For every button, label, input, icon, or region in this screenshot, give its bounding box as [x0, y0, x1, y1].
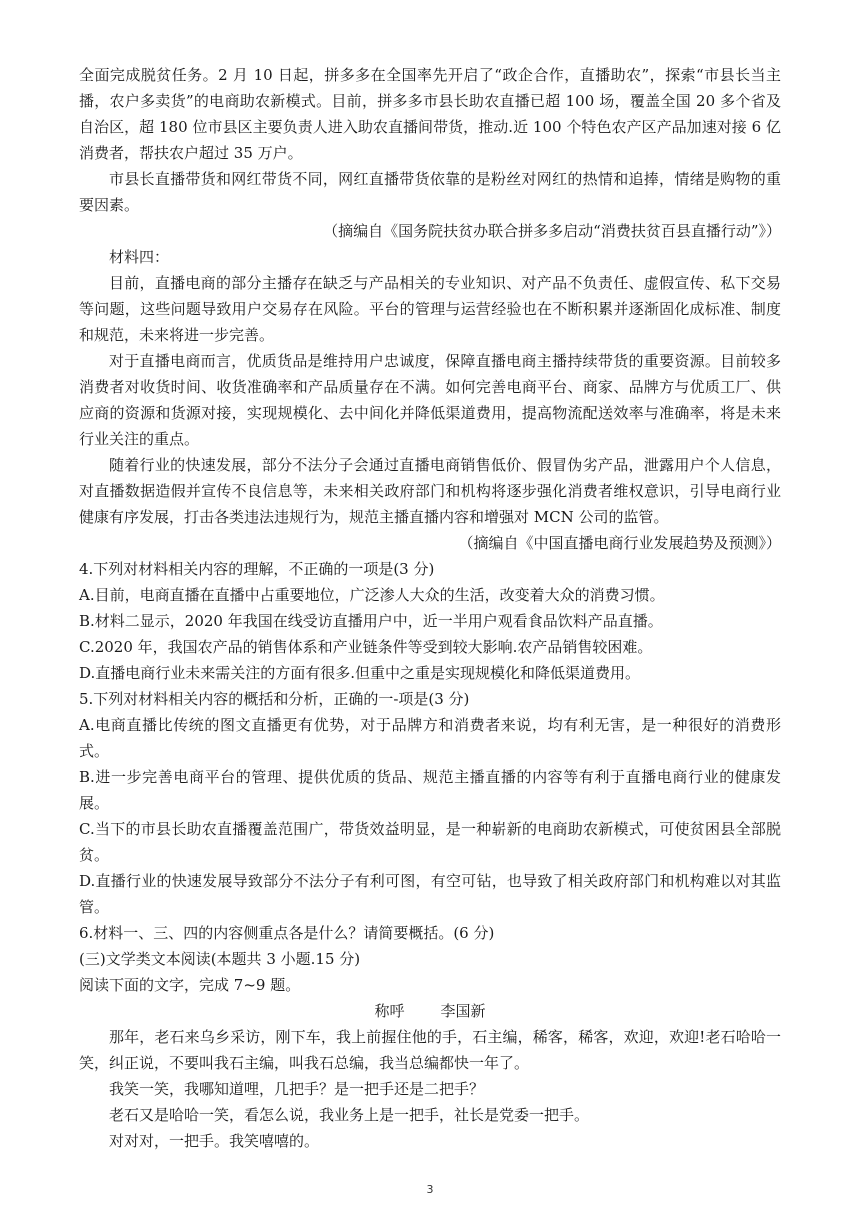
question-5-option-b: B.进一步完善电商平台的管理、提供优质的货品、规范主播直播的内容等有利于直播电商行业的健康发展。	[79, 768, 781, 812]
page-number: 3	[426, 1183, 434, 1196]
question-5-stem: 5.下列对材料相关内容的概括和分析，正确的一-项是(3 分)	[79, 690, 470, 708]
material4-source: （摘编自《中国直播电商行业发展趋势及预测》）	[458, 534, 781, 552]
question-4-stem: 4.下列对材料相关内容的理解，不正确的一项是(3 分)	[79, 560, 435, 578]
material4-label: 材料四：	[109, 248, 170, 266]
question-4-option-c: C.2020 年，我国农产品的销售体系和产业链条件等受到较大影响.农产品销售较困难。	[79, 638, 653, 656]
story-author: 李国新	[440, 1002, 486, 1020]
question-4-option-d: D.直播电商行业未来需关注的方面有很多.但重中之重是实现规模化和降低渠道费用。	[79, 664, 641, 682]
story-title-line	[79, 998, 781, 1024]
question-6-stem: 6.材料一、三、四的内容侧重点各是什么？请简要概括。(6 分)	[79, 924, 495, 942]
material3-source: （摘编自《国务院扶贫办联合拼多多启动“消费扶贫百县直播行动”》）	[323, 222, 781, 240]
question-4-option-b: B.材料二显示，2020 年我国在线受访直播用户中，近一半用户观看食品饮料产品直播。	[79, 612, 663, 630]
story-paragraph-2: 我笑一笑，我哪知道哩，几把手？是一把手还是二把手？	[109, 1080, 485, 1098]
story-paragraph-3: 老石又是哈哈一笑，看怎么说，我业务上是一把手，社长是党委一把手。	[109, 1106, 590, 1124]
question-4-option-a: A.目前，电商直播在直播中占重要地位，广泛渗人大众的生活，改变着大众的消费习惯。	[79, 586, 665, 604]
question-5-option-c: C.当下的市县长助农直播覆盖范围广，带货效益明显，是一种崭新的电商助农新模式，可使贫困县全部脱贫。	[79, 820, 781, 864]
material4-paragraph-2: 对于直播电商而言，优质货品是维持用户忠诚度，保障直播电商主播持续带货的重要资源。目前较多消费者对收货时间、收货准确率和产品质量存在不满。如何完善电商平台、商家、品牌方与优质工厂、供应商的资源和货源对接，实现规模化、去中间化并降低渠道费用，提高物流配送效率与准确率，将是未来行业关注的重点。	[79, 352, 781, 448]
material4-paragraph-3: 随着行业的快速发展，部分不法分子会通过直播电商销售低价、假冒伪劣产品，泄露用户个人信息，对直播数据造假并宣传不良信息等，未来相关政府部门和机构将逐步强化消费者维权意识，引导电商行业健康有序发展，打击各类违法违规行为，规范主播直播内容和增强对 MCN 公司的监管。	[79, 456, 781, 526]
material3-paragraph-1: 全面完成脱贫任务。2 月 10 日起，拼多多在全国率先开启了“政企合作，直播助农”，探索“市县长当主播，农户多卖货”的电商助农新模式。目前，拼多多市县长助农直播已超 100 场，覆盖全国 20 多个省及自治区，超 180 位市县区主要负责人进入助农直播间带货，推动.近 100 个特色农产区产品加速对接 6 亿消费者，帮扶农户超过 35 万户。	[79, 66, 781, 162]
story-title: 称呼	[374, 1002, 405, 1020]
story-paragraph-4: 对对对，一把手。我笑嘻嘻的。	[109, 1132, 320, 1150]
story-paragraph-1: 那年，老石来乌乡采访，刚下车，我上前握住他的手，石主编，稀客，稀客，欢迎，欢迎!老石哈哈一笑，纠正说，不要叫我石主编，叫我石总编，我当总编都快一年了。	[79, 1028, 781, 1072]
page-content	[79, 62, 781, 1154]
question-5-option-a: A.电商直播比传统的图文直播更有优势，对于品牌方和消费者来说，均有利无害，是一种很好的消费形式。	[79, 716, 781, 760]
question-5-option-d: D.直播行业的快速发展导致部分不法分子有利可图，有空可钻，也导致了相关政府部门和机构难以对其监管。	[79, 872, 781, 916]
section-3-heading: (三)文学类文本阅读(本题共 3 小题.15 分)	[79, 950, 361, 968]
material3-paragraph-2: 市县长直播带货和网红带货不同，网红直播带货依靠的是粉丝对网红的热情和追捧，情绪是购物的重要因素。	[79, 170, 781, 214]
material4-paragraph-1: 目前，直播电商的部分主播存在缺乏与产品相关的专业知识、对产品不负责任、虚假宣传、私下交易等问题，这些问题导致用户交易存在风险。平台的管理与运营经验也在不断积累并逐渐固化成标准、制度和规范，未来将进一步完善。	[79, 274, 781, 344]
section-3-instruction: 阅读下面的文字，完成 7~9 题。	[79, 976, 301, 994]
